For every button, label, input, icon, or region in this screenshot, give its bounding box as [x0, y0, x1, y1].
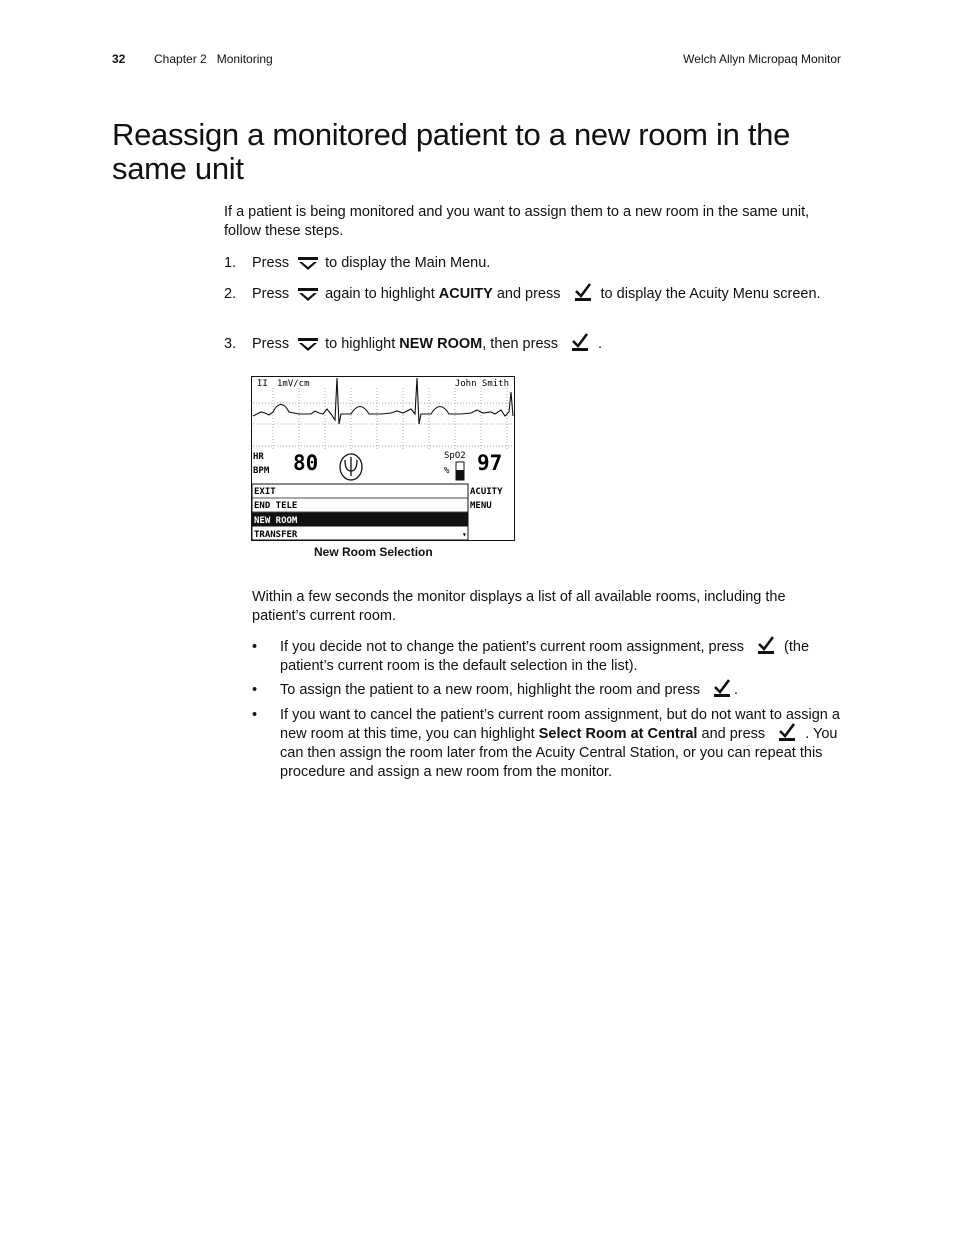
step-text: Press: [252, 255, 290, 271]
menu-item-end-tele[interactable]: END TELE: [254, 501, 298, 511]
spo2-label: SpO2: [444, 451, 466, 461]
bullet-glyph: •: [252, 682, 258, 698]
running-header-product: Welch Allyn Micropaq Monitor: [683, 52, 841, 66]
checkmark-button-icon: [777, 722, 797, 742]
step-text: and press: [496, 286, 561, 302]
down-chevron-button-icon: [297, 337, 319, 353]
patient-name: John Smith: [454, 379, 509, 389]
ecg-lead-label: II: [257, 379, 268, 389]
bullet-glyph: •: [252, 639, 258, 655]
step-text: .: [598, 336, 603, 352]
bullet-text: . You can then assign the room later from the Acuity Central Station, or you can repeat this procedure and assign a new room from the monitor.: [280, 726, 838, 780]
spo2-value: 97: [477, 451, 503, 475]
hr-unit-label: BPM: [253, 466, 270, 476]
section-title: Reassign a monitored patient to a new room in the same unit: [112, 117, 791, 186]
menu-title-line2: MENU: [470, 501, 492, 511]
intro-paragraph: If a patient is being monitored and you want to assign them to a new room in the same unit, follow these steps.: [224, 204, 810, 239]
hr-label: HR: [253, 452, 264, 462]
step-number: 3.: [224, 336, 237, 352]
spo2-signal-bar-icon: [456, 462, 464, 480]
step-number: 2.: [224, 286, 237, 302]
step-text: to display the Main Menu.: [325, 255, 491, 271]
menu-item-exit[interactable]: EXIT: [254, 487, 276, 497]
step-number: 1.: [224, 255, 237, 271]
running-header-chapter: Chapter 2 Monitoring: [154, 52, 273, 66]
figure-caption: New Room Selection: [314, 545, 433, 559]
step-text: Press: [252, 336, 290, 352]
page-number: 32: [112, 52, 126, 66]
scroll-down-arrow-icon: ▾: [462, 530, 467, 539]
menu-item-reference: NEW ROOM: [399, 336, 483, 352]
step-text: to display the Acuity Menu screen.: [600, 286, 821, 302]
checkmark-button-icon: [756, 635, 776, 655]
bullet-text: To assign the patient to a new room, highlight the room and press: [280, 682, 700, 698]
bullet-text: .: [733, 682, 739, 698]
step-text: again to highlight: [325, 286, 435, 302]
option-reference: Select Room at Central: [538, 726, 698, 742]
ecg-scale-label: 1mV/cm: [277, 379, 310, 389]
menu-item-new-room-selected[interactable]: NEW ROOM: [254, 516, 298, 526]
bullet-text: If you want to cancel the patient’s current room assignment, but do not want to assign a new room at this time, you can highlight: [280, 707, 840, 742]
monitor-screen-figure: [251, 376, 515, 541]
step-text: to highlight: [325, 336, 396, 352]
menu-item-reference: ACUITY: [438, 286, 493, 302]
step-text: , then press: [482, 336, 559, 352]
down-chevron-button-icon: [297, 256, 319, 272]
bullet-glyph: •: [252, 707, 258, 723]
acuity-menu-list: [252, 484, 468, 540]
down-chevron-button-icon: [297, 287, 319, 303]
checkmark-button-icon: [712, 678, 732, 698]
checkmark-button-icon: [570, 332, 590, 352]
step-text: Press: [252, 286, 290, 302]
bullet-text: and press: [701, 726, 766, 742]
menu-title-line1: ACUITY: [470, 487, 503, 497]
spo2-unit-label: %: [444, 466, 450, 476]
bullet-text: If you decide not to change the patient’s current room assignment, press: [280, 639, 744, 655]
checkmark-button-icon: [573, 282, 593, 302]
bullet-text: (the patient’s current room is the default selection in the list).: [280, 639, 810, 674]
menu-item-transfer[interactable]: TRANSFER: [254, 530, 298, 540]
result-paragraph: Within a few seconds the monitor displays a list of all available rooms, including the patient’s current room.: [252, 589, 786, 624]
hr-value: 80: [293, 451, 319, 475]
